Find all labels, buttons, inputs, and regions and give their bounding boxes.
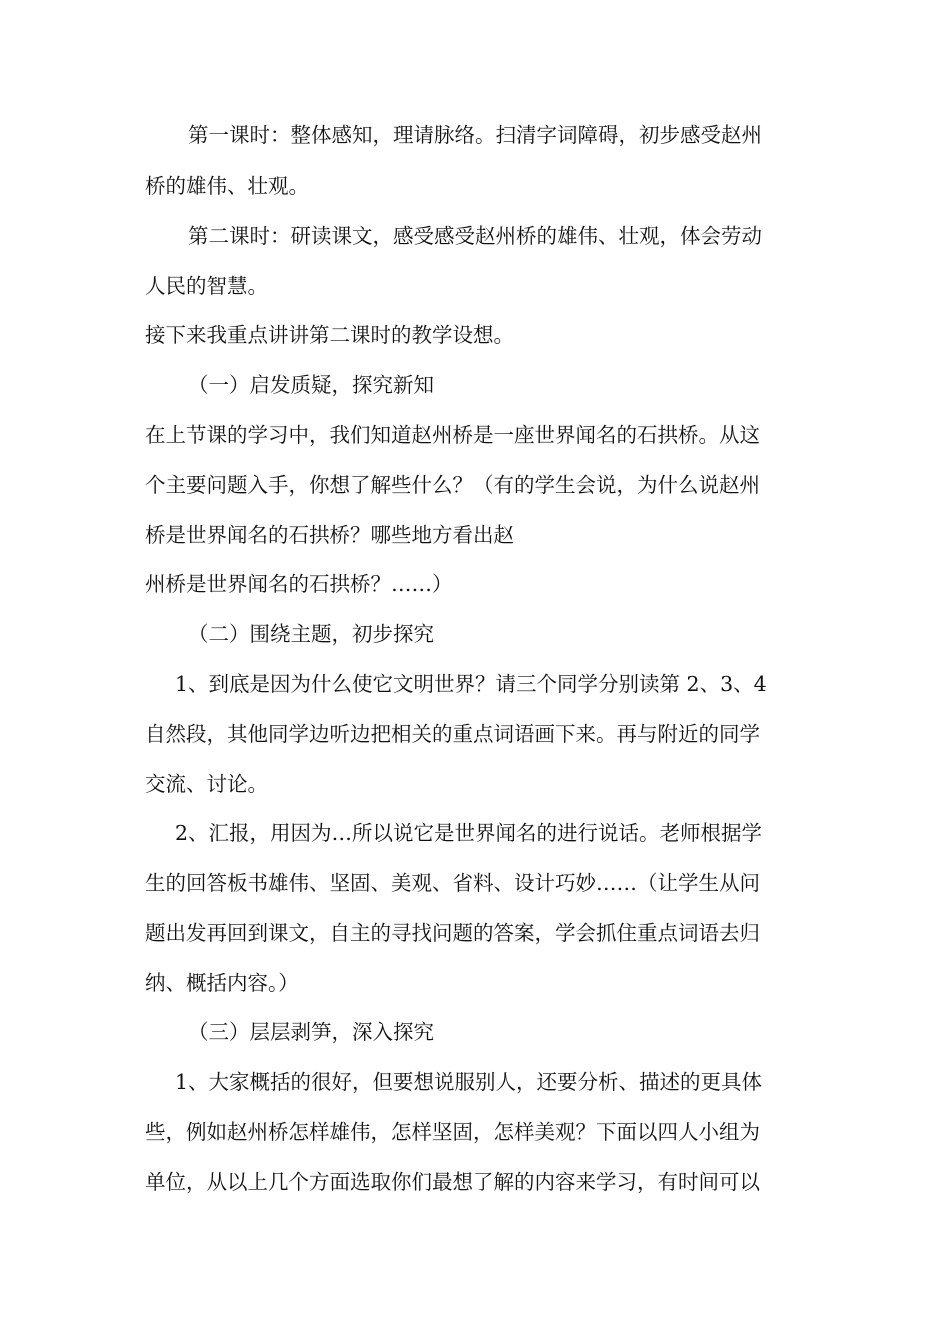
paragraph-line: 第一课时：整体感知，理请脉络。扫清字词障碍，初步感受赵州 bbox=[188, 123, 762, 147]
paragraph-line: 人民的智慧。 bbox=[145, 274, 268, 298]
section-heading: （三）层层剥笋，深入探究 bbox=[188, 1020, 434, 1044]
paragraph-line: 些，例如赵州桥怎样雄伟，怎样坚固，怎样美观？下面以四人小组为 bbox=[145, 1120, 760, 1144]
paragraph-line: 接下来我重点讲讲第二课时的教学设想。 bbox=[145, 323, 514, 347]
paragraph-line: 纳、概括内容。） bbox=[145, 971, 299, 995]
paragraph-line: 自然段，其他同学边听边把相关的重点词语画下来。再与附近的同学 bbox=[145, 722, 760, 746]
section-heading: （一）启发质疑，探究新知 bbox=[188, 373, 434, 397]
paragraph-line: 个主要问题入手，你想了解些什么？（有的学生会说，为什么说赵州 bbox=[145, 473, 760, 497]
section-heading: （二）围绕主题，初步探究 bbox=[188, 622, 434, 646]
paragraph-line: 桥的雄伟、壮观。 bbox=[145, 174, 309, 198]
paragraph-line: 生的回答板书雄伟、坚固、美观、省料、设计巧妙……（让学生从问 bbox=[145, 871, 760, 895]
paragraph-line: 1、大家概括的很好，但要想说服别人，还要分析、描述的更具体 bbox=[175, 1070, 763, 1094]
paragraph-line: 2、汇报，用因为…所以说它是世界闻名的进行说话。老师根据学 bbox=[175, 821, 763, 845]
paragraph-line: 在上节课的学习中，我们知道赵州桥是一座世界闻名的石拱桥。从这 bbox=[145, 423, 760, 447]
paragraph-line: 题出发再回到课文，自主的寻找问题的答案，学会抓住重点词语去归 bbox=[145, 921, 760, 945]
paragraph-line: 1、到底是因为什么使它文明世界？请三个同学分别读第 2、3、4 bbox=[175, 672, 767, 696]
paragraph-line: 交流、讨论。 bbox=[145, 772, 268, 796]
paragraph-line: 单位，从以上几个方面选取你们最想了解的内容来学习，有时间可以 bbox=[145, 1170, 760, 1194]
paragraph-line: 州桥是世界闻名的石拱桥？……） bbox=[145, 572, 453, 596]
paragraph-line: 第二课时：研读课文，感受感受赵州桥的雄伟、壮观，体会劳动 bbox=[188, 224, 762, 248]
paragraph-line: 桥是世界闻名的石拱桥？哪些地方看出赵 bbox=[145, 523, 514, 547]
